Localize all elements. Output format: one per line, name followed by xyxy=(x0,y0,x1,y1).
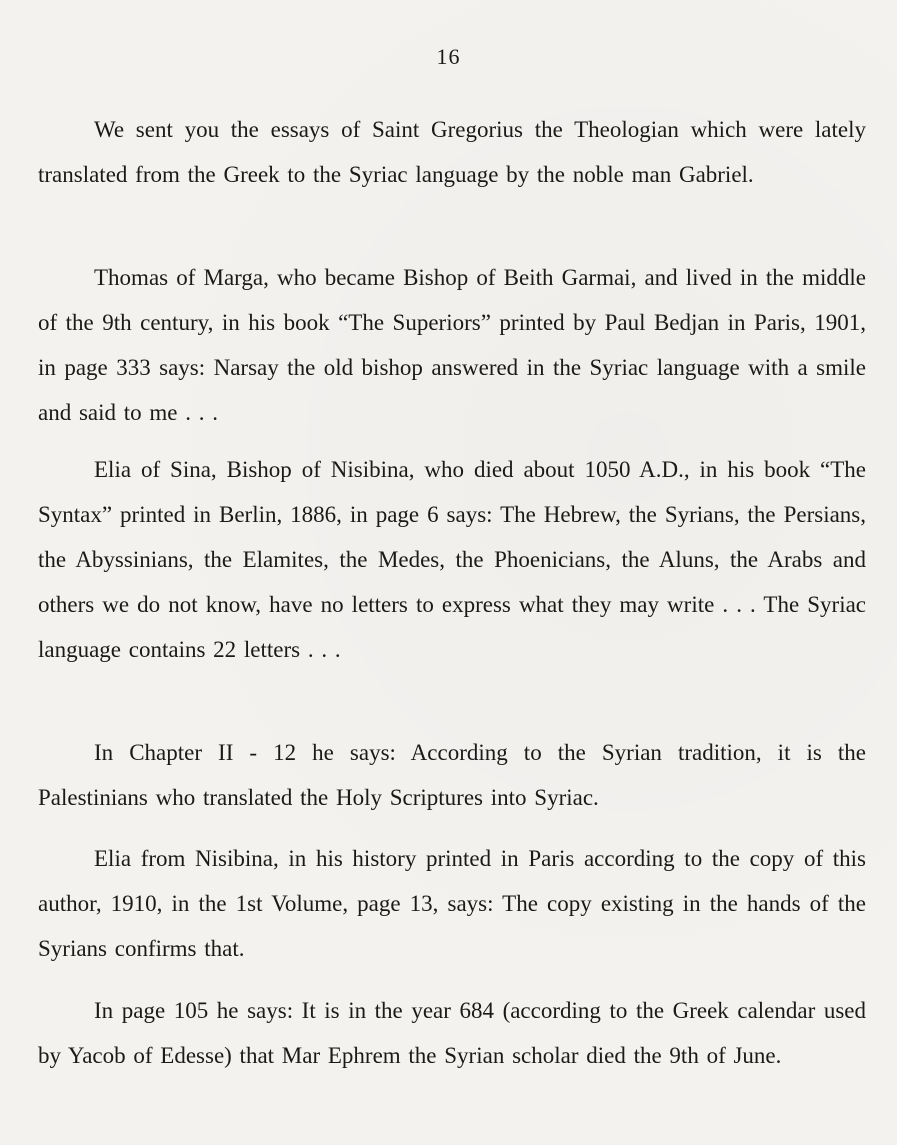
paragraph-text: Elia of Sina, Bishop of Nisibina, who died about 1050 A.D., in his book “The Syntax” printed in Berlin, 1886, in page 6 says: The Hebrew, the Syrians, the Persians, the Abyssinians, the Elamites, the Medes, the Phoenicians, the Aluns, the Arabs and others we do not know, have no letters to express what they may write . . . The Syriac language contains 22 letters . . . xyxy=(38,457,866,662)
paragraph-page-105 xyxy=(38,988,866,1078)
paragraph-text: Elia from Nisibina, in his history printed in Paris according to the copy of this author, 1910, in the 1st Volume, page 13, says: The copy existing in the hands of the Syrians confirms that. xyxy=(38,846,866,961)
paragraph-text: We sent you the essays of Saint Gregorius the Theologian which were lately translated from the Greek to the Syriac language by the noble man Gabriel. xyxy=(38,117,866,187)
paragraph-text: In page 105 he says: It is in the year 684 (according to the Greek calendar used by Yacob of Edesse) that Mar Ephrem the Syrian scholar died the 9th of June. xyxy=(38,998,866,1068)
paragraph-text: Thomas of Marga, who became Bishop of Beith Garmai, and lived in the middle of the 9th century, in his book “The Superiors” printed by Paul Bedjan in Paris, 1901, in page 333 says: Narsay the old bishop answered in the Syriac language with a smile and said to me . . . xyxy=(38,265,866,425)
page-number: 16 xyxy=(436,44,461,69)
paragraph-elia-of-sina xyxy=(38,447,866,672)
paragraph-text: In Chapter II - 12 he says: According to the Syrian tradition, it is the Palestinians who translated the Holy Scriptures into Syriac. xyxy=(38,740,866,810)
paragraph-gregorius-essays xyxy=(38,107,866,197)
paragraph-elia-from-nisibina xyxy=(38,836,866,971)
paragraph-thomas-of-marga xyxy=(38,255,866,435)
paragraph-chapter-ii xyxy=(38,730,866,820)
